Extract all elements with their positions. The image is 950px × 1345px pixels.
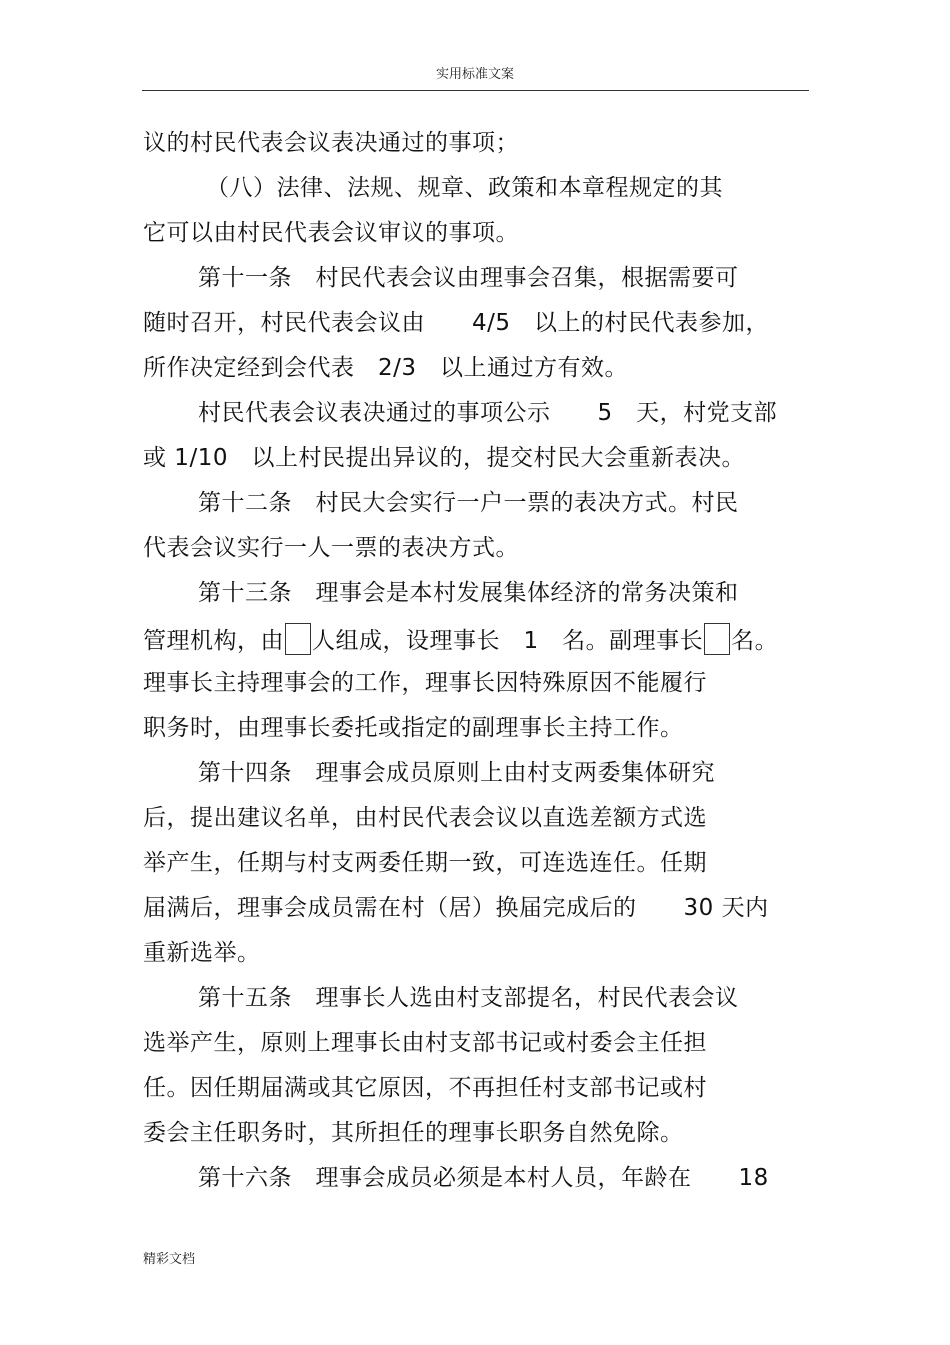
article-13-start: 第十三条 理事会是本村发展集体经济的常务决策和	[198, 580, 739, 606]
text-line: 议的村民代表会议表决通过的事项；	[143, 130, 519, 156]
header-rule	[142, 90, 809, 91]
blank-box-members	[285, 623, 311, 655]
article-12-start: 第十二条 村民大会实行一户一票的表决方式。村民	[198, 490, 739, 516]
text-line: 随时召开，村民代表会议由 4/5 以上的村民代表参加，	[143, 310, 770, 336]
text-line: 任。因任期届满或其它原因，不再担任村支部书记或村	[143, 1075, 707, 1101]
text-line: 届满后，理事会成员需在村（居）换届完成后的 30 天内	[143, 895, 769, 921]
text-line-with-blanks	[143, 623, 778, 656]
text-line: 或 1/10 以上村民提出异议的，提交村民大会重新表决。	[143, 445, 745, 471]
text-line: 举产生，任期与村支两委任期一致，可连选连任。任期	[143, 850, 707, 876]
text-line: 职务时，由理事长委托或指定的副理事长主持工作。	[143, 715, 684, 741]
article-15-start: 第十五条 理事长人选由村支部提名，村民代表会议	[198, 985, 739, 1011]
text-line: 它可以由村民代表会议审议的事项。	[143, 220, 519, 246]
text-line: 理事长主持理事会的工作，理事长因特殊原因不能履行	[143, 670, 707, 696]
blank-box-vice-chairs	[704, 623, 730, 655]
text-line: 代表会议实行一人一票的表决方式。	[143, 535, 519, 561]
text-line: 重新选举。	[143, 940, 261, 966]
article-14-start: 第十四条 理事会成员原则上由村支两委集体研究	[198, 760, 715, 786]
page-footer: 精彩文档	[143, 1252, 196, 1267]
text-line: 所作决定经到会代表 2/3 以上通过方有效。	[143, 355, 629, 381]
text-line: （八）法律、法规、规章、政策和本章程规定的其	[206, 175, 723, 201]
text-segment: 人组成，设理事长 1 名。副理事长	[312, 628, 704, 654]
text-line: 选举产生，原则上理事长由村支部书记或村委会主任担	[143, 1030, 707, 1056]
article-16-start: 第十六条 理事会成员必须是本村人员，年龄在 18	[198, 1165, 769, 1191]
page-header: 实用标准文案	[435, 67, 514, 82]
text-line: 委会主任职务时，其所担任的理事长职务自然免除。	[143, 1120, 684, 1146]
text-line: 村民代表会议表决通过的事项公示 5 天，村党支部	[198, 400, 778, 426]
text-segment: 名。	[731, 628, 779, 654]
text-segment: 管理机构，由	[143, 628, 284, 654]
article-11-start: 第十一条 村民代表会议由理事会召集，根据需要可	[198, 265, 739, 291]
text-line: 后，提出建议名单，由村民代表会议以直选差额方式选	[143, 805, 707, 831]
